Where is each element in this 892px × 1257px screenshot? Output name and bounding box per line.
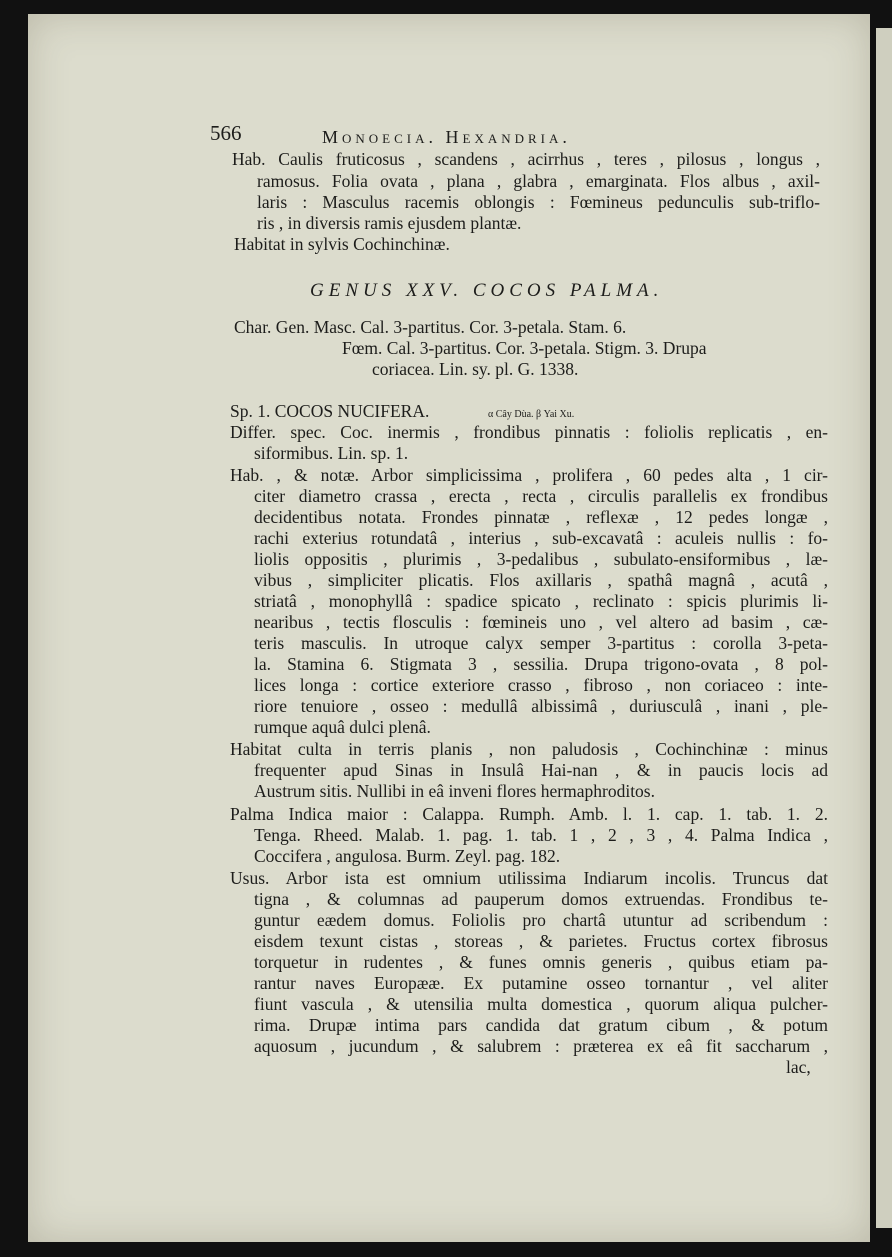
hab-line: decidentibus notata. Frondes pinnatæ , reflexæ , 12 pedes longæ , (254, 507, 828, 527)
char-gen-line: Char. Gen. Masc. Cal. 3-partitus. Cor. 3-petala. Stam. 6. (234, 317, 627, 337)
usus-line: rantur naves Europææ. Ex putamine osseo tornantur , vel aliter (254, 973, 828, 993)
char-gen-line: coriacea. Lin. sy. pl. G. 1338. (372, 359, 579, 379)
text-line: laris : Masculus racemis oblongis : Fœmineus pedunculis sub-triflo- (257, 192, 820, 212)
synonym-line: Palma Indica maior : Calappa. Rumph. Amb. l. 1. cap. 1. tab. 1. 2. (230, 804, 828, 824)
usus-line: tigna , & columnas ad pauperum domos extruendas. Frondibus te- (254, 889, 828, 909)
next-page-edge (876, 28, 892, 1228)
hab-line: la. Stamina 6. Stigmata 3 , sessilia. Drupa trigono-ovata , 8 pol- (254, 654, 828, 674)
hab-line: Hab. , & notæ. Arbor simplicissima , prolifera , 60 pedes alta , 1 cir- (230, 465, 828, 485)
genus-heading: GENUS XXV. COCOS PALMA. (310, 280, 664, 301)
catchword: lac, (786, 1057, 811, 1077)
synonym-line: Coccifera , angulosa. Burm. Zeyl. pag. 182. (254, 846, 561, 866)
page-number: 566 (210, 121, 242, 145)
hab-line: nearibus , tectis flosculis : fœmineis uno , vel altero ad basim , cæ- (254, 612, 828, 632)
text-line: Habitat in sylvis Cochinchinæ. (234, 234, 450, 254)
usus-line: Usus. Arbor ista est omnium utilissima Indiarum incolis. Truncus dat (230, 868, 828, 888)
usus-line: aquosum , jucundum , & salubrem : præterea ex eâ fit saccharum , (254, 1036, 828, 1056)
habitat-line: frequenter apud Sinas in Insulâ Hai-nan , & in paucis locis ad (254, 760, 828, 780)
hab-line: teris masculis. In utroque calyx semper 3-partitus : corolla 3-peta- (254, 633, 828, 653)
species-vernacular: α Cây Dùa. β Yai Xu. (488, 409, 575, 420)
hab-line: rachi exterius rotundatâ , interius , sub-excavatâ : aculeis nullis : fo- (254, 528, 828, 548)
text-line: ramosus. Folia ovata , plana , glabra , emarginata. Flos albus , axil- (257, 171, 820, 191)
usus-line: guntur eædem domus. Foliolis pro chartâ utuntur ad scribendum : (254, 910, 828, 930)
hab-line: striatâ , monophyllâ : spadice spicato , reclinato : spicis plurimis li- (254, 591, 828, 611)
hab-line: riore tenuiore , osseo : medullâ albissimâ , duriusculâ , inani , ple- (254, 696, 828, 716)
hab-line: rumque aquâ dulci plenâ. (254, 717, 431, 737)
usus-line: rima. Drupæ intima pars candida dat gratum cibum , & potum (254, 1015, 828, 1035)
hab-line: vibus , simpliciter plicatis. Flos axillaris , spathâ magnâ , acutâ , (254, 570, 828, 590)
hab-line: liolis oppositis , plurimis , 3-pedalibus , subulato-ensiformibus , læ- (254, 549, 828, 569)
running-title: Monoecia. Hexandria. (322, 127, 571, 147)
differ-line: Differ. spec. Coc. inermis , frondibus pinnatis : foliolis replicatis , en- (230, 422, 828, 442)
synonym-line: Tenga. Rheed. Malab. 1. pag. 1. tab. 1 , 2 , 3 , 4. Palma Indica , (254, 825, 828, 845)
habitat-line: Habitat culta in terris planis , non paludosis , Cochinchinæ : minus (230, 739, 828, 759)
text-line: ris , in diversis ramis ejusdem plantæ. (257, 213, 522, 233)
habitat-line: Austrum sitis. Nullibi in eâ inveni flores hermaphroditos. (254, 781, 655, 801)
differ-line: siformibus. Lin. sp. 1. (254, 443, 409, 463)
char-gen-line: Fœm. Cal. 3-partitus. Cor. 3-petala. Stigm. 3. Drupa (342, 338, 707, 358)
hab-line: lices longa : cortice exteriore crasso , fibroso , non coriaceo : inte- (254, 675, 828, 695)
usus-line: torquetur in rudentes , & funes omnis generis , quibus etiam pa- (254, 952, 828, 972)
text-line: Hab. Caulis fruticosus , scandens , acirrhus , teres , pilosus , longus , (232, 149, 820, 169)
usus-line: fiunt vascula , & utensilia multa domestica , quorum aliqua pulcher- (254, 994, 828, 1014)
usus-line: eisdem texunt cistas , storeas , & parietes. Fructus cortex fibrosus (254, 931, 828, 951)
hab-line: citer diametro crassa , erecta , recta , circulis parallelis ex frondibus (254, 486, 828, 506)
species-title: Sp. 1. COCOS NUCIFERA. (230, 401, 430, 421)
